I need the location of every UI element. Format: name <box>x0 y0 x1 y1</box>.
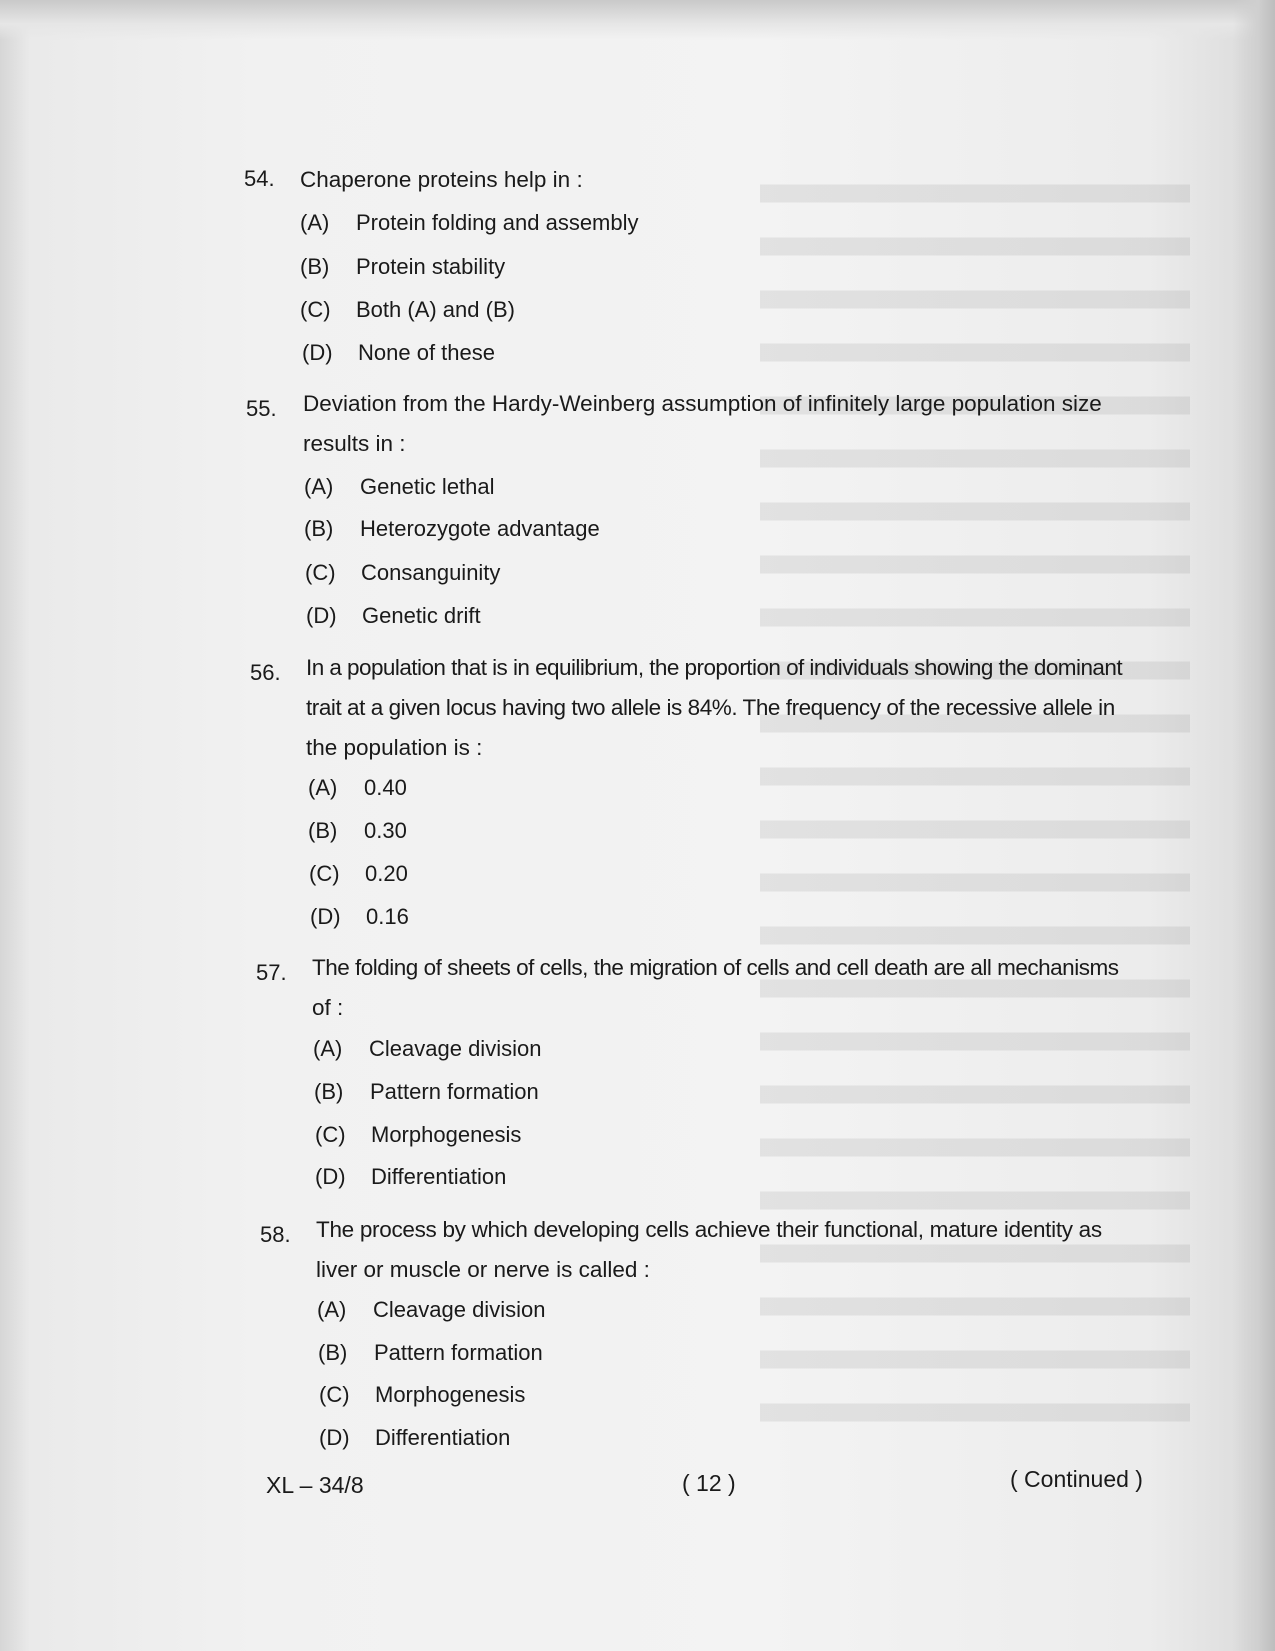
option-text: Cleavage division <box>369 1036 542 1061</box>
option-text: Pattern formation <box>370 1079 539 1104</box>
option-a <box>300 210 639 236</box>
option-c <box>309 861 408 887</box>
option-c <box>300 297 515 323</box>
question-text <box>312 948 1118 1028</box>
option-label: (B) <box>318 1340 348 1365</box>
option-text: 0.20 <box>365 861 408 886</box>
option-b <box>318 1340 543 1366</box>
option-text: Pattern formation <box>374 1340 543 1365</box>
option-c <box>305 560 500 586</box>
option-label: (D) <box>306 603 337 628</box>
question-line: The process by which developing cells achieve their functional, mature identity as <box>316 1217 1102 1242</box>
option-b <box>300 254 505 280</box>
option-d <box>310 904 409 930</box>
option-text: Morphogenesis <box>375 1382 526 1407</box>
option-text: Morphogenesis <box>371 1122 522 1147</box>
option-b <box>308 818 407 844</box>
option-label: (A) <box>300 210 330 235</box>
option-label: (B) <box>304 516 334 541</box>
question-number: 55. <box>246 396 277 421</box>
option-b <box>304 516 600 542</box>
question-text <box>300 160 583 200</box>
question-number: 54. <box>244 166 275 191</box>
option-c <box>315 1122 521 1148</box>
option-label: (A) <box>308 775 338 800</box>
option-label: (D) <box>319 1425 350 1450</box>
option-label: (D) <box>310 904 341 929</box>
option-d <box>302 340 495 366</box>
option-label: (B) <box>314 1079 344 1104</box>
option-text: Differentiation <box>371 1164 507 1189</box>
question-line: trait at a given locus having two allele is 84%. The frequency of the recessive allele in <box>306 695 1115 720</box>
option-text: Differentiation <box>375 1425 511 1450</box>
question-line: results in : <box>303 431 406 456</box>
question-line: of : <box>312 995 344 1020</box>
page-right-edge <box>1233 0 1275 1651</box>
option-text: Protein stability <box>356 254 506 279</box>
option-label: (C) <box>305 560 336 585</box>
option-text: None of these <box>358 340 495 365</box>
option-a <box>304 474 495 500</box>
paper-code: XL – 34/8 <box>266 1472 364 1498</box>
option-label: (C) <box>309 861 340 886</box>
option-text: Heterozygote advantage <box>360 516 600 541</box>
option-d <box>315 1164 506 1190</box>
option-label: (B) <box>300 254 330 279</box>
option-text: Genetic drift <box>362 603 481 628</box>
option-text: 0.40 <box>364 775 407 800</box>
option-b <box>314 1079 539 1105</box>
option-a <box>313 1036 541 1062</box>
option-d <box>319 1425 510 1451</box>
option-text: 0.30 <box>364 818 407 843</box>
question-number: 58. <box>260 1222 291 1247</box>
question-text <box>303 384 1102 464</box>
option-label: (C) <box>300 297 331 322</box>
option-label: (D) <box>315 1164 346 1189</box>
question-number: 56. <box>250 660 281 685</box>
option-text: Protein folding and assembly <box>356 210 639 235</box>
question-text <box>316 1210 1102 1290</box>
option-text: 0.16 <box>366 904 409 929</box>
option-text: Cleavage division <box>373 1297 546 1322</box>
option-label: (A) <box>313 1036 343 1061</box>
question-line: In a population that is in equilibrium, the proportion of individuals showing the dominant <box>306 655 1123 680</box>
option-text: Genetic lethal <box>360 474 495 499</box>
option-a <box>317 1297 545 1323</box>
question-line: The folding of sheets of cells, the migration of cells and cell death are all mechanisms <box>312 955 1119 980</box>
option-label: (C) <box>319 1382 350 1407</box>
page-top-shadow <box>0 0 1275 40</box>
option-label: (A) <box>304 474 334 499</box>
page-left-edge <box>0 0 30 1651</box>
question-line: liver or muscle or nerve is called : <box>316 1257 650 1282</box>
question-line: Deviation from the Hardy-Weinberg assumption of infinitely large population size <box>303 391 1102 416</box>
option-text: Consanguinity <box>361 560 501 585</box>
question-number: 57. <box>256 960 287 985</box>
question-line: the population is : <box>306 735 483 760</box>
option-label: (A) <box>317 1297 347 1322</box>
option-text: Both (A) and (B) <box>356 297 515 322</box>
option-c <box>319 1382 525 1408</box>
option-label: (D) <box>302 340 333 365</box>
page-number: ( 12 ) <box>682 1470 736 1496</box>
question-text <box>306 648 1122 768</box>
option-label: (B) <box>308 818 338 843</box>
question-line: Chaperone proteins help in : <box>300 167 583 192</box>
continued-note: ( Continued ) <box>1010 1466 1143 1492</box>
option-label: (C) <box>315 1122 346 1147</box>
option-a <box>308 775 407 801</box>
option-d <box>306 603 481 629</box>
